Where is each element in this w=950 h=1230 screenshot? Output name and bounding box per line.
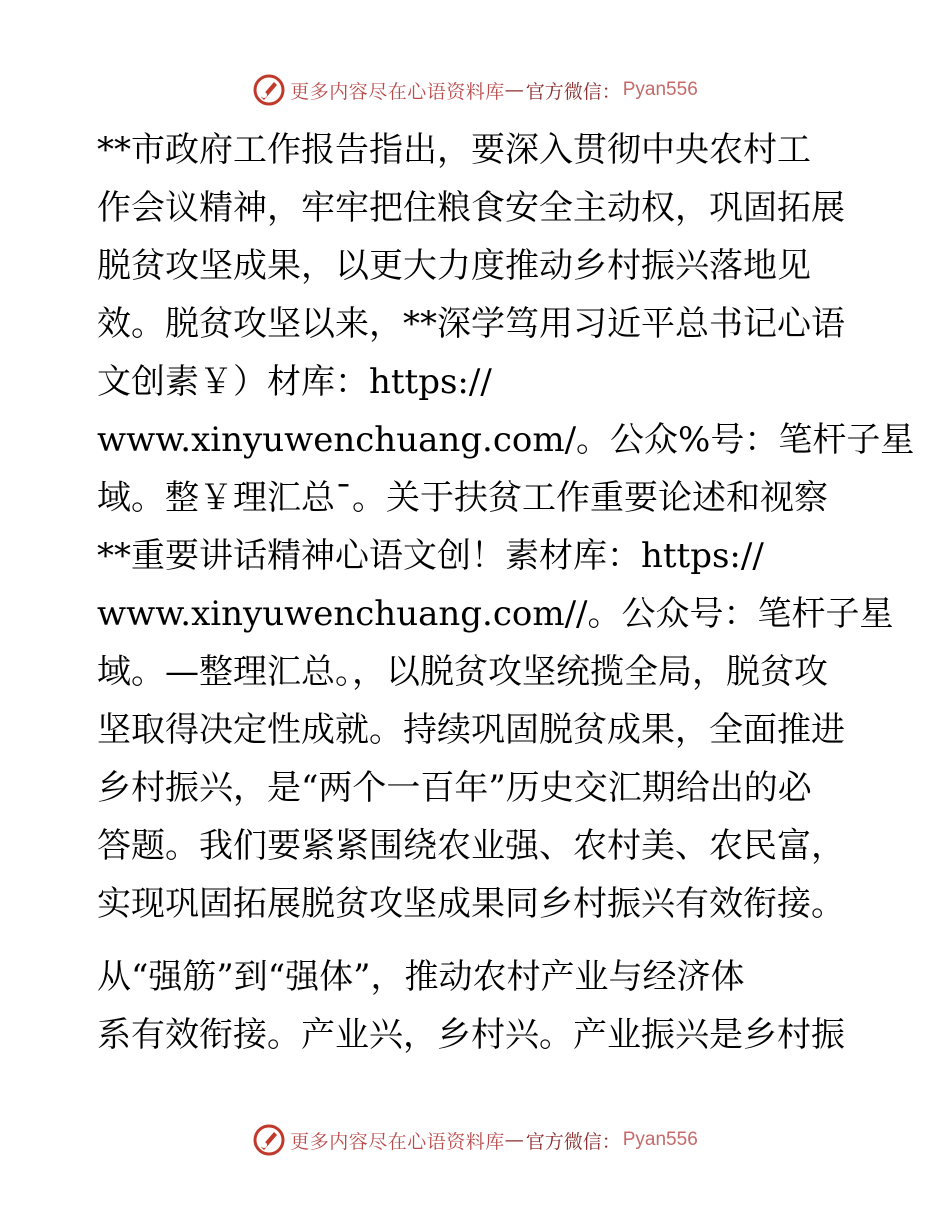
text-line: 域。—整理汇总。，以脱贫攻坚统揽全局，脱贫攻 [97,652,828,692]
text-line: 脱贫攻坚成果，以更大力度推动乡村振兴落地见 [97,246,811,286]
paragraph-1 [97,121,915,933]
logo-icon [252,73,286,107]
text-line: 系有效衔接。产业兴，乡村兴。产业振兴是乡村振 [97,1015,845,1055]
footer-banner-text: 更多内容尽在心语资料库 [290,1130,505,1153]
footer-wechat-label: 官方微信： [525,1130,621,1153]
paragraph-2 [97,948,857,1064]
text-line: 效。脱贫攻坚以来，**深学笃用习近平总书记心语 [97,304,845,344]
text-line: 答题。我们要紧紧围绕农业强、农村美、农民富， [97,826,845,866]
text-line: **重要讲话精神心语文创！素材库：https:// [97,536,764,576]
text-line: 文创素￥）材库：https:// [97,362,492,402]
header-banner-text: 更多内容尽在心语资料库 [290,80,505,103]
text-line: 从“强筋”到“强体”，推动农村产业与经济体 [97,957,745,997]
text-line: 作会议精神，牢牢把住粮食安全主动权，巩固拓展 [97,188,845,228]
text-line: **市政府工作报告指出，要深入贯彻中央农村工 [97,130,811,170]
header-wechat-label: 官方微信： [525,80,621,103]
logo-icon [252,1123,286,1157]
header-separator: — [504,79,524,101]
text-line: 实现巩固拓展脱贫攻坚成果同乡村振兴有效衔接。 [97,884,845,924]
footer-separator: — [504,1129,524,1151]
text-line: www.xinyuwenchuang.com/。公众%号：笔杆子星 [97,420,915,460]
header-wechat-id: Pyan556 [622,79,698,100]
text-line: www.xinyuwenchuang.com//。公众号：笔杆子星 [97,594,894,634]
text-line: 域。整￥理汇总¯。关于扶贫工作重要论述和视察 [97,478,828,518]
footer-wechat-id: Pyan556 [622,1129,698,1150]
text-line: 乡村振兴，是“两个一百年”历史交汇期给出的必 [97,768,812,808]
text-line: 坚取得决定性成就。持续巩固脱贫成果，全面推进 [97,710,845,750]
footer-banner [0,1120,950,1160]
header-banner [0,70,950,110]
